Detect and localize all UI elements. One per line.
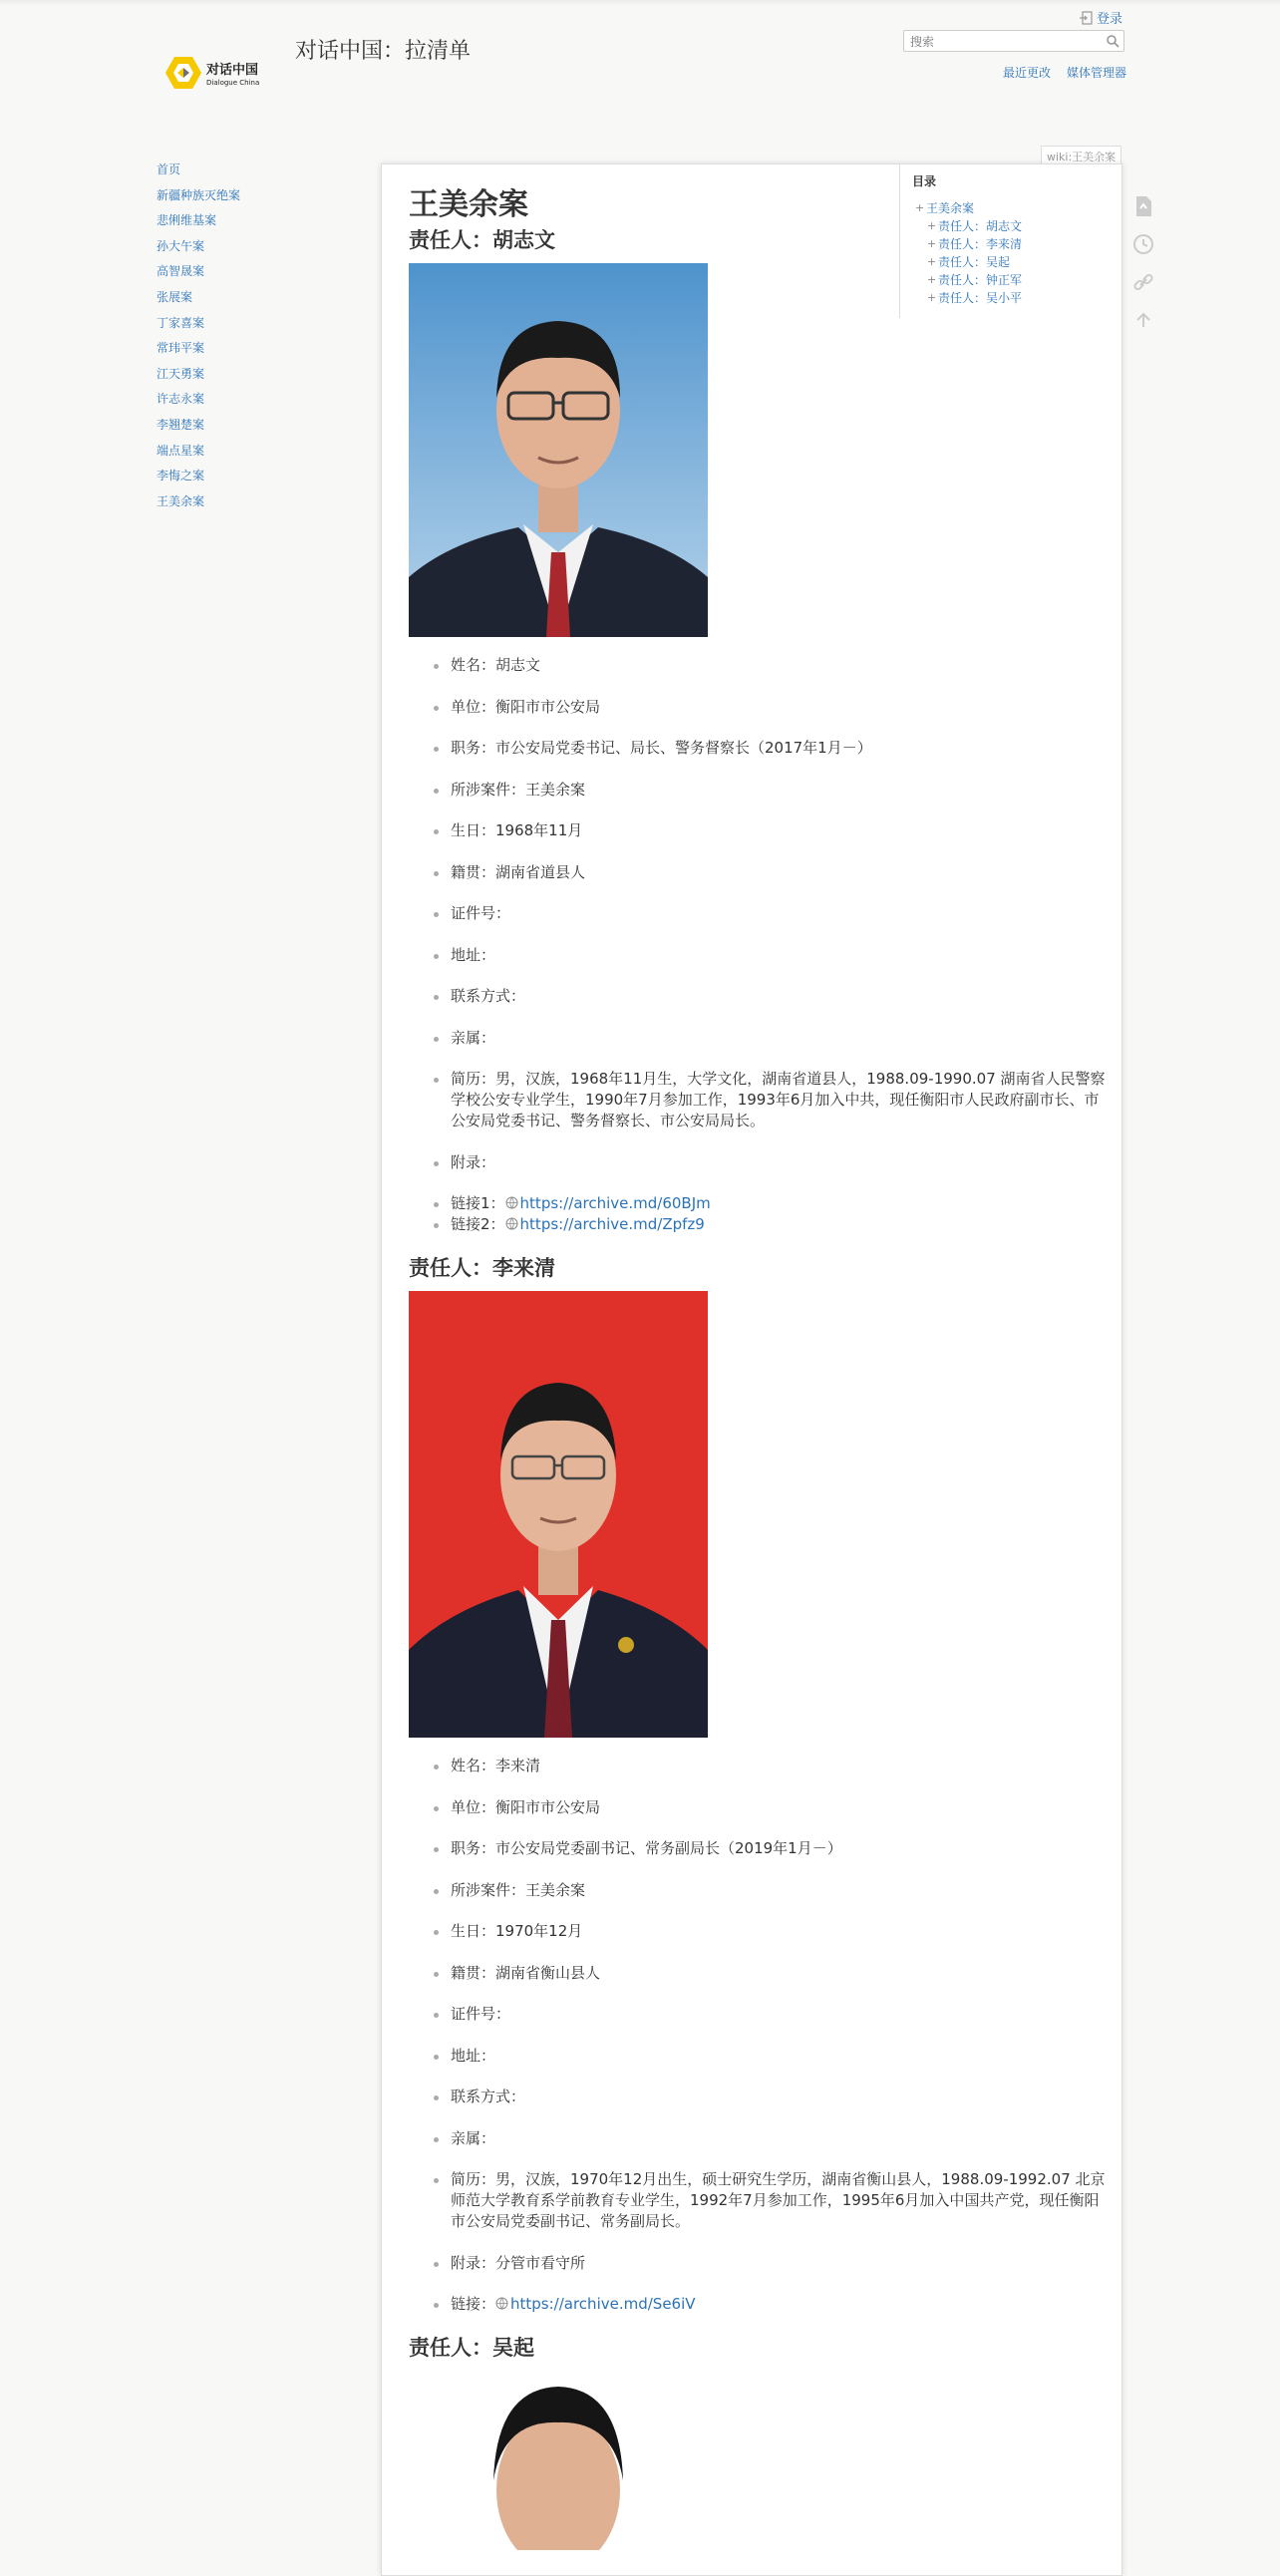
history-icon[interactable]	[1130, 231, 1156, 257]
toc-item-root[interactable]: 王美余案	[926, 201, 975, 215]
sidebar-item-sun-dawu[interactable]: 孙大午案	[157, 238, 205, 253]
info-link-2	[451, 1214, 1107, 1235]
sidebar-item-chang-weiping[interactable]: 常玮平案	[157, 341, 205, 356]
header-links	[1003, 64, 1126, 81]
external-link[interactable]: https://archive.md/Zpfz9	[519, 1215, 705, 1233]
sidebar-item-li-huizhi[interactable]: 李悔之案	[157, 469, 205, 483]
info-resume: 简历：男，汉族，1968年11月生，大学文化，湖南省道县人，1988.09-1990.07 湖南省人民警察学校公安专业学生，1990年7月参加工作，1993年6月加入中共，现任衡阳市人民政府副市长、市公安局党委书记、警务督察长、市公安局局长。	[451, 1070, 1106, 1129]
sidebar-item-gao-zhisheng[interactable]: 高智晟案	[157, 264, 205, 279]
toc-item[interactable]: 责任人：钟正军	[938, 273, 1023, 287]
article	[409, 185, 1107, 2550]
site-title[interactable]: 对话中国：拉清单	[295, 39, 472, 64]
info-hometown: 籍贯：湖南省衡山县人	[451, 1963, 1107, 1984]
info-case: 所涉案件：王美余案	[451, 780, 1107, 801]
info-id-number: 证件号：	[451, 2004, 1107, 2025]
globe-icon	[505, 1217, 518, 1230]
portrait-photo[interactable]	[409, 1291, 708, 1738]
link-label: 链接2：	[451, 1215, 505, 1233]
login-icon	[1079, 11, 1093, 25]
page-id: wiki:王美余案	[1041, 146, 1121, 166]
sidebar-item-xu-zhiyong[interactable]: 许志永案	[157, 392, 205, 407]
info-relatives: 亲属：	[451, 1028, 1107, 1049]
info-hometown: 籍贯：湖南省道县人	[451, 862, 1107, 883]
page-title: 王美余案	[409, 187, 528, 222]
info-address: 地址：	[451, 2046, 1107, 2067]
info-link-1	[451, 1193, 1107, 1214]
login-link[interactable]	[1079, 8, 1122, 27]
toc-item[interactable]: 责任人：吴起	[938, 255, 1011, 269]
link-label: 链接1：	[451, 1194, 505, 1212]
info-address: 地址：	[451, 945, 1107, 966]
external-link[interactable]: https://archive.md/Se6iV	[510, 2295, 696, 2313]
info-birthday: 生日：1968年11月	[451, 820, 1107, 841]
info-unit: 单位：衡阳市市公安局	[451, 1797, 1107, 1818]
recent-changes-link[interactable]: 最近更改	[1003, 66, 1052, 80]
globe-icon	[495, 2297, 508, 2310]
search-box[interactable]	[903, 30, 1124, 52]
toc-item[interactable]: 责任人：吴小平	[938, 291, 1023, 305]
info-name: 姓名：胡志文	[451, 655, 1107, 676]
sidebar	[157, 158, 240, 514]
sidebar-item-xinjiang[interactable]: 新疆种族灭绝案	[157, 187, 241, 202]
site-logo[interactable]	[160, 50, 279, 96]
section-heading: 责任人：吴起	[409, 2336, 534, 2360]
globe-icon	[505, 1196, 518, 1209]
info-position: 职务：市公安局党委书记、局长、警务督察长（2017年1月－）	[451, 738, 1107, 759]
sidebar-item-home[interactable]: 首页	[157, 162, 181, 176]
source-icon[interactable]	[1130, 193, 1156, 219]
toc-item[interactable]: 责任人：李来清	[938, 237, 1023, 251]
svg-text:Dialogue China: Dialogue China	[206, 79, 260, 87]
top-bar	[0, 0, 1280, 6]
login-label[interactable]: 登录	[1097, 12, 1123, 27]
info-name: 姓名：李来清	[451, 1756, 1107, 1776]
info-id-number: 证件号：	[451, 903, 1107, 924]
toc-title: 目录	[912, 174, 937, 188]
sidebar-item-beili-wiki[interactable]: 悲俐维基案	[157, 213, 217, 228]
info-unit: 单位：衡阳市市公安局	[451, 697, 1107, 718]
info-link	[451, 2294, 1107, 2315]
info-position: 职务：市公安局党委副书记、常务副局长（2019年1月－）	[451, 1838, 1107, 1859]
section-heading: 责任人：胡志文	[409, 228, 555, 252]
info-appendix: 附录：	[451, 1152, 1107, 1173]
info-appendix: 附录：分管市看守所	[451, 2253, 1107, 2274]
info-contact: 联系方式：	[451, 2087, 1107, 2107]
sidebar-item-li-qiaochu[interactable]: 李翘楚案	[157, 417, 205, 432]
info-contact: 联系方式：	[451, 986, 1107, 1007]
link-label: 链接：	[451, 2295, 496, 2313]
sidebar-item-jiang-tianyong[interactable]: 江天勇案	[157, 366, 205, 381]
info-resume: 简历：男，汉族，1970年12月出生，硕士研究生学历，湖南省衡山县人，1988.09-1992.07 北京师范大学教育系学前教育专业学生，1992年7月参加工作，1995年6月加入中国共产党，现任衡阳市公安局党委副书记、常务副局长。	[451, 2170, 1106, 2230]
sidebar-item-wang-meiyu[interactable]: 王美余案	[157, 493, 205, 508]
page-tools	[1130, 193, 1156, 345]
info-birthday: 生日：1970年12月	[451, 1921, 1107, 1942]
info-relatives: 亲属：	[451, 2128, 1107, 2149]
info-case: 所涉案件：王美余案	[451, 1880, 1107, 1901]
toc-item[interactable]: 责任人：胡志文	[938, 219, 1023, 233]
backlinks-icon[interactable]	[1130, 269, 1156, 295]
sidebar-item-ding-jiaxi[interactable]: 丁家喜案	[157, 315, 205, 330]
back-to-top-icon[interactable]	[1130, 307, 1156, 333]
sidebar-item-duandianxing[interactable]: 端点星案	[157, 443, 205, 458]
search-icon[interactable]	[1106, 34, 1120, 48]
portrait-photo[interactable]	[409, 2371, 708, 2550]
section-heading: 责任人：李来清	[409, 1256, 555, 1280]
svg-text:对话中国: 对话中国	[206, 63, 259, 78]
sidebar-item-zhang-zhan[interactable]: 张展案	[157, 289, 193, 304]
media-manager-link[interactable]: 媒体管理器	[1067, 66, 1127, 80]
portrait-photo[interactable]	[409, 263, 708, 637]
external-link[interactable]: https://archive.md/60BJm	[519, 1194, 711, 1212]
search-input[interactable]	[904, 32, 1106, 52]
